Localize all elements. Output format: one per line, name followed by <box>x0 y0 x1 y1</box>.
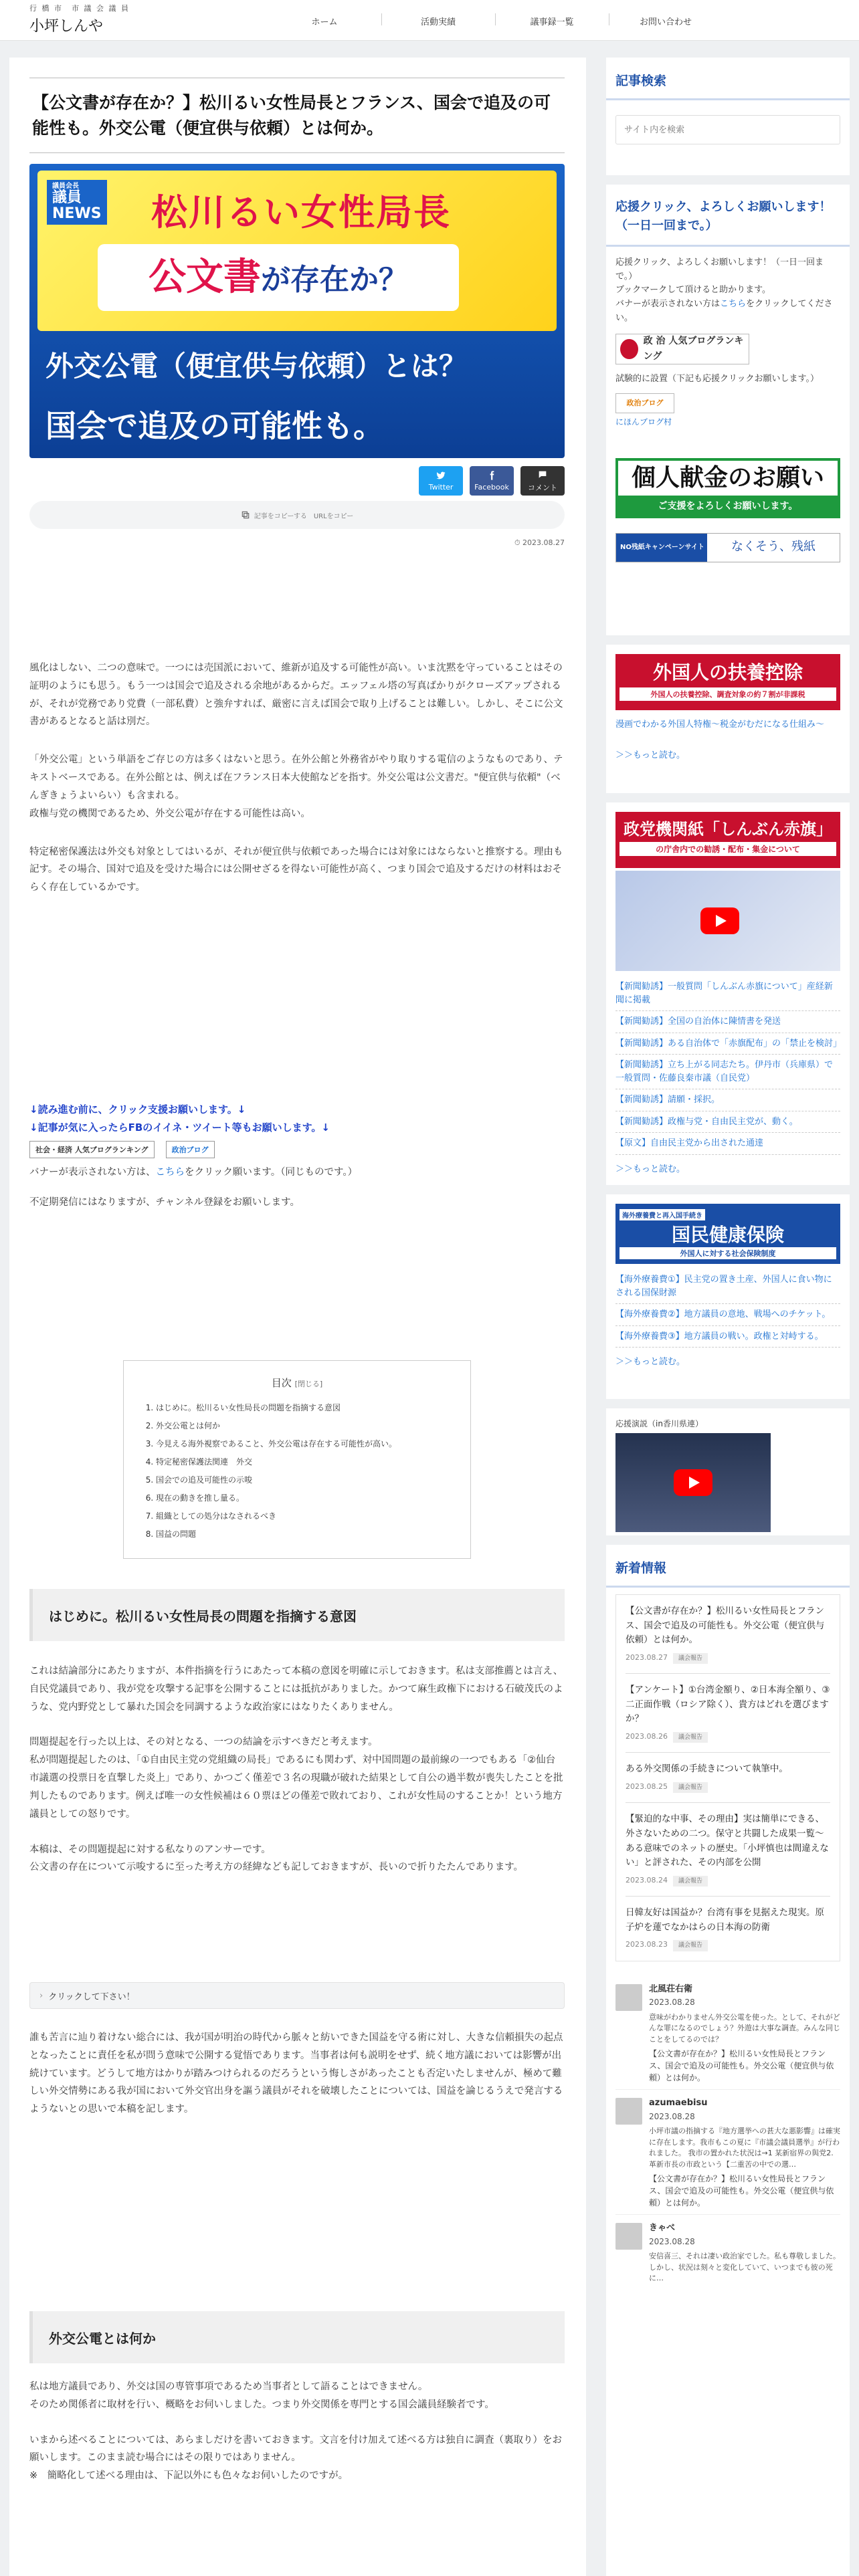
comment-post-title[interactable]: 【公文書が存在か？】松川るい女性局長とフランス、国会で追及の可能性も。外交公電（便宜供与依頼）とは何か。 <box>649 2049 834 2083</box>
comment-item <box>615 1976 840 2090</box>
eyecatch-badge <box>47 180 107 225</box>
expand-toggle-label: クリックして下さい！ <box>48 1992 135 2002</box>
intro-paragraph-3: 特定秘密保護法は外交も対象としてはいるが、それが便宜供与依頼であった場合には対象にはならないと推察する。理由も記す。その場合、国対で追及を受けた場合には公開せざるを得ない可能性が高く、つまり国会で追及するだけの材料はおそらく存在しているかです。 <box>29 846 563 893</box>
news-widget-title: 新着情報 <box>606 1545 850 1588</box>
news-item[interactable] <box>626 1674 830 1753</box>
akahata-link[interactable]: 【新聞勧誘】一般質問「しんぶん赤旗について」産経新聞に掲載 <box>615 976 840 1011</box>
kokuho-banner-tag: 海外療養費と再入国手続き <box>619 1209 705 1220</box>
kenkin-banner-sub: ご支援をよろしくお願いします。 <box>658 500 798 512</box>
comment-author[interactable]: azumaebisu <box>649 2098 708 2109</box>
banner-note <box>29 1164 565 1182</box>
section-1-paragraph-4: 誰も苦言に辿り着けない総合には、我が国が明治の時代から脈々と紡いできた国益を守る術に対し、大きな信頼損失の起点となったことに責任を私が問う意味で公開する覚悟であります。当事者は何も説明をせず、続く地方議においては影響が出続けています。どうして地方はかりが踏みつけられるのだろうという悔しさがあったことも否定いたしませんが、極めて難しい外交情勢にある我が国において外交官出身を謳う議員がそれを破壊したことについては、国益を論じるうえで発言するようないとの思いで本稿を記します。 <box>29 2032 563 2115</box>
news-item-date: 2023.08.26 <box>626 1731 668 1741</box>
politics-blog-badge[interactable]: 政治ブログ <box>166 1141 215 1158</box>
eyecatch-image <box>29 164 565 458</box>
akahata-video-thumbnail[interactable] <box>615 871 840 971</box>
site-logo[interactable] <box>29 3 130 35</box>
section-1-paragraph-2: 問題提起を行った以上は、その対となる、一つの結論を示すべきだと考えます。 私が問題提起したのは、「①自由民主党の党組織の局長」であるにも関わず、対中国問題の最前線の一つでもある「②仙台市議選の投票日を直撃した炎上」であり、かつごく僅差で３名の現職が破れた結果として自公の過半数が喪失したことを批判したものであります。例えば唯一の女性候補は６０票ほどの僅差で敗れており、これが女性局のすることか！という地方議員としての怒りです。 <box>29 1737 563 1820</box>
site-search-input[interactable] <box>615 115 840 144</box>
support-line-2: ↓記事が気に入ったらFBのイイネ・ツイート等もお願いします。↓ <box>29 1121 330 1134</box>
copy-icon <box>241 510 250 520</box>
news-item-date: 2023.08.25 <box>626 1782 668 1791</box>
comment-author[interactable]: きゃべ <box>649 2223 676 2234</box>
logo-title: 小坪しんや <box>29 18 104 35</box>
comment-post-title[interactable]: 【公文書が存在か？】松川るい女性局長とフランス、国会で追及の可能性も。外交公電（便宜供与依頼）とは何か。 <box>649 2174 834 2208</box>
akahata-link[interactable]: 【新聞勧誘】請願・採択。 <box>615 1089 840 1111</box>
support-widget-body <box>606 247 850 572</box>
recent-comments <box>615 1976 840 2290</box>
nav-contact[interactable]: お問い合わせ <box>609 15 723 27</box>
akahata-link[interactable]: 【新聞勧誘】政権与党・自由民主党が、動く。 <box>615 1111 840 1134</box>
kokuho-banner-sub: 外国人に対する社会保険制度 <box>619 1247 836 1259</box>
news-item-date: 2023.08.27 <box>626 1652 668 1662</box>
politics-ranking-banner[interactable] <box>615 334 749 364</box>
site-header <box>0 0 859 41</box>
comment-text[interactable]: 小坪市議の指摘する『地方選挙への甚大な悪影響』は確実に存在します。我市もこの夏に『市議会議員選挙』が行われました。 我市の置かれた状況は→1 某新宿界の與党2.革新市長の市政という【二重苦の中での選… <box>649 2127 840 2169</box>
kokuho-more-link[interactable]: ＞＞もっと読む。 <box>615 1357 686 1367</box>
akahata-widget <box>606 802 850 1185</box>
nav-minutes[interactable]: 議事録一覧 <box>495 15 609 27</box>
social-ranking-badge[interactable]: 社会・経済 人気ブログランキング <box>29 1141 155 1158</box>
toc-item[interactable]: 3. 今見える海外視察であること、外交公電は存在する可能性が高い。 <box>156 1435 452 1453</box>
eyecatch-badge-tag: 議員会長 <box>52 183 79 190</box>
section-1-paragraph-3: 本稿は、その問題提起に対する私なりのアンサーです。 公文書の存在について示唆するに至った考え方の経緯なども記しておきますが、長いので折りたたんであります。 <box>29 1844 524 1873</box>
comment-text[interactable]: 安信喜三、それは凄い政治家でした。私も尊敬しました。しかし、状況は刻々と変化していて、いつまでも彼の死に… <box>649 2252 840 2283</box>
banner-note-post: をクリック願います。（同じものです。） <box>185 1167 358 1178</box>
twitter-share-label: Twitter <box>428 483 454 492</box>
eyecatch-top-panel <box>37 171 557 331</box>
gaikoku-banner-title: 外国人の扶養控除 <box>652 661 803 683</box>
eyecatch-badge-sub: NEWS <box>52 205 102 223</box>
eyecatch-line4: 国会で追及の可能性も。 <box>45 408 384 444</box>
main-content <box>9 58 586 2576</box>
facebook-share-button[interactable] <box>470 466 514 496</box>
ranking-logo-icon <box>620 339 638 359</box>
comment-date: 2023.08.28 <box>649 1998 695 2008</box>
news-item[interactable] <box>626 1803 830 1897</box>
comment-icon <box>537 469 548 480</box>
news-item-title: 日韓友好は国益か？台湾有事を見据えた現実。原子炉を蓮でなかはらの日本海の防衛 <box>626 1907 824 1933</box>
akahata-link[interactable]: 【新聞勧誘】全国の自治体に陳情書を発送 <box>615 1011 840 1033</box>
support-text <box>615 256 840 326</box>
search-widget-title: 記事検索 <box>606 58 850 100</box>
akahata-link[interactable]: 【原文】自由民主党から出された通達 <box>615 1133 840 1155</box>
intro-paragraph-2: 「外交公電」という単語をご存じの方は多くはないと思う。在外公館と外務省がやり取りする電信のようなものであり、テキストベースである。在外公館とは、例えば在フランス日本大使館などを指す。外交公電は公文書だ。"便宜供与依頼"（べんぎきょうよいらい）も含まれる。 政権与党の機関であるため、外交公電が存在する可能性は高い。 <box>29 754 563 819</box>
comment-text[interactable]: 意味がわかりません外交公電を使った。として、それがどんな罪になるのでしょう？外遊は大事な調査。みんな同じことをしてるのでは？ <box>649 2012 840 2044</box>
news-item-tag: 議会報告 <box>673 1653 708 1664</box>
toc-item[interactable]: 5. 国会での追及可能性の示唆 <box>156 1471 452 1489</box>
avatar <box>615 1984 642 2011</box>
youtube-play-icon[interactable] <box>674 1469 712 1496</box>
gaikoku-more-link[interactable]: ＞＞もっと読む。 <box>615 750 686 760</box>
copy-url-button[interactable] <box>29 501 565 529</box>
video-widget <box>606 1408 850 1535</box>
nav-activities[interactable]: 活動実績 <box>381 15 495 27</box>
politics-ranking-label: 政 治 人気ブログランキング <box>643 336 744 362</box>
intro-paragraph-1: 風化はしない、二つの意味で。一つには売国派において、維新が追及する可能性が高い。いま沈黙を守っていることはその証明のようにも思う。もう一つは国会で追及される余地があるからだ。エッフェル塔の写真ばかりがクローズアップされるが、それが党務であり党費（一部私費）と強弁すれば、厳密に言えば国会で取り上げることは難しい。しかし、そこに公文書があるとなると話は別だ。 <box>29 663 563 728</box>
zangyo-banner[interactable] <box>615 533 840 562</box>
support-widget <box>606 185 850 635</box>
section-1-paragraph-1: これは結論部分にあたりますが、本件指摘を行うにあたって本稿の意図を明確に示しておきます。私は支部推薦とは言え、自民党議員であり、我が党を攻撃する記事を公開することには抵抗がありました。かつて麻生政権下における石破茂氏のような、党内野党として暴れた国会を同調するような政治家にはなりたくありません。 <box>29 1666 563 1713</box>
speech-video-thumbnail[interactable] <box>615 1433 771 1532</box>
toc-item[interactable]: 6. 現在の動きを推し量る。 <box>156 1489 452 1507</box>
post-date-value: 2023.08.27 <box>522 538 565 547</box>
kenkin-banner-title: 個人献金のお願い <box>618 461 838 496</box>
eyecatch-line3: 外交公電（便宜供与依頼）とは？ <box>45 350 468 383</box>
section-heading-1: はじめに。松川るい女性局長の問題を指摘する意図 <box>29 1589 565 1641</box>
comment-item <box>615 2215 840 2289</box>
eyecatch-line2-a: 公文書 <box>149 255 261 299</box>
comment-date: 2023.08.28 <box>649 2111 695 2121</box>
eyecatch-line2 <box>98 244 459 311</box>
expand-arrow-icon: › <box>39 1990 43 2001</box>
banner-note-link[interactable]: こちら <box>155 1167 185 1178</box>
eyecatch-line1: 松川るい女性局長 <box>151 191 451 233</box>
comment-label: コメント <box>528 483 557 492</box>
news-item-tag: 議会報告 <box>673 1876 708 1887</box>
section-2-paragraph-1: 私は地方議員であり、外交は国の専管事項であるため当事者として語ることはできません。 そのため関係者に取材を行い、概略をお伺いしました。つまり外交関係を専門とする国会議員経験者です。 <box>29 2381 494 2410</box>
toc-item[interactable]: 1. はじめに。松川るい女性局長の問題を指摘する意図 <box>156 1399 452 1417</box>
post-date: ⏱ 2023.08.27 <box>514 538 565 547</box>
kokuho-link[interactable]: 【海外療養費②】地方議員の意地、戦場へのチケット。 <box>615 1304 840 1326</box>
comment-item <box>615 2090 840 2215</box>
section-1-text <box>29 1662 565 1876</box>
logo-subtitle: 行 橋 市 市 議 会 議 員 <box>29 4 130 13</box>
news-item-date: 2023.08.24 <box>626 1875 668 1885</box>
support-text-main: 応援クリック、よろしくお願いします！（一日一回まで。） ブックマークして頂けると助かります。 バナーが表示されない方は <box>615 257 824 310</box>
kokuho-link[interactable]: 【海外療養費①】民主党の置き土産、外国人に食い物にされる国保財源 <box>615 1269 840 1304</box>
copy-url-label: 記事をコピーする URLをコピー <box>254 512 354 520</box>
akahata-banner[interactable] <box>615 812 840 868</box>
toc-item[interactable]: 2. 外交公電とは何か <box>156 1417 452 1435</box>
global-nav <box>268 15 723 27</box>
youtube-play-icon[interactable] <box>700 907 739 934</box>
toc-item[interactable]: 7. 組織としての処分はなされるべき <box>156 1507 452 1525</box>
news-item-title: ある外交関係の手続きについて執筆中。 <box>626 1763 788 1775</box>
share-buttons <box>29 466 565 496</box>
intro-text <box>29 659 565 897</box>
news-item-date: 2023.08.23 <box>626 1940 668 1949</box>
eyecatch-line2-b: が存在か？ <box>261 263 408 297</box>
news-item-title: 【アンケート】①台湾金額り、②日本海全額り、③二正面作戦（ロシア除く）、貴方はどれを選びますか？ <box>626 1685 830 1725</box>
support-text-tail: をクリックしてください。 <box>615 299 833 323</box>
twitter-icon <box>436 470 446 481</box>
section-2-paragraph-2: いまから述べることについては、あらましだけを書いておきます。文言を付け加えて述べる方は独自に調査（裏取り）をお願いします。このまま読む場合にはその限りではありません。 ※ 簡略化して述べる理由は、下記以外にも色々なお伺いしたのですが。 <box>29 2434 563 2482</box>
channel-note: 不定期発信にはなりますが、チャンネル登録をお願いします。 <box>29 1196 300 1208</box>
kenkin-banner[interactable] <box>615 458 840 518</box>
gaikoku-banner-sub: 外国人の扶養控除、調査対象の約７割が非課税 <box>619 687 836 701</box>
facebook-share-label: Facebook <box>474 483 509 492</box>
news-item[interactable] <box>626 1753 830 1803</box>
kokuho-banner[interactable] <box>615 1204 840 1264</box>
news-item-title: 【公文書が存在か？】松川るい女性局長とフランス、国会で追及の可能性も。外交公電（便宜供与依頼）とは何か。 <box>626 1606 825 1646</box>
toc-title-text: 目次 <box>271 1377 292 1389</box>
news-item[interactable] <box>626 1595 830 1674</box>
gaikoku-banner[interactable] <box>615 654 840 710</box>
nav-home[interactable]: ホーム <box>311 17 338 27</box>
zangyo-banner-left: NO残紙キャンペーンサイト <box>616 534 707 562</box>
table-of-contents <box>123 1360 471 1559</box>
kokuho-widget <box>606 1194 850 1399</box>
kokuho-banner-title: 国民健康保険 <box>671 1224 784 1246</box>
facebook-icon <box>486 470 497 481</box>
expand-toggle-box[interactable] <box>29 1982 565 2009</box>
zangyo-banner-right: なくそう、残紙 <box>731 540 816 554</box>
post-title: 【公文書が存在か？】松川るい女性局長とフランス、国会で追及の可能性も。外交公電（便宜供与依頼）とは何か。 <box>29 78 565 153</box>
comment-author[interactable]: 北風荘右衛 <box>649 1983 693 1994</box>
news-item[interactable] <box>626 1897 830 1961</box>
section-2-text <box>29 2378 565 2485</box>
news-widget <box>606 1545 850 2576</box>
akahata-banner-title: 政党機関紙「しんぶん赤旗」 <box>624 820 832 839</box>
blogmura-banner[interactable]: 政治ブログ <box>615 393 674 413</box>
twitter-share-button[interactable] <box>419 466 463 496</box>
trial-text: 試験的に設置（下記も応援クリックお願いします。） <box>615 373 819 384</box>
support-block <box>29 1101 565 1212</box>
video-caption: 応援演説（in香川県連） <box>615 1419 703 1428</box>
news-item-tag: 議会報告 <box>673 1732 708 1743</box>
comment-button[interactable] <box>520 466 565 496</box>
search-widget <box>606 58 850 175</box>
toc-item[interactable]: 4. 特定秘密保護法関連 外交 <box>156 1453 452 1471</box>
blogmura-link[interactable]: にほんブログ村 <box>615 417 672 427</box>
eyecatch-badge-top: 議員 <box>52 189 82 206</box>
news-item-tag: 議会報告 <box>673 1940 708 1951</box>
support-line-1: ↓読み進む前に、クリック支援お願いします。↓ <box>29 1103 246 1115</box>
news-item-tag: 議会報告 <box>673 1782 708 1793</box>
section-heading-2: 外交公電とは何か <box>29 2311 565 2363</box>
gaikoku-link[interactable]: 漫画でわかる外国人特権～税金がむだになる仕組み～ <box>615 720 825 730</box>
avatar <box>615 2223 642 2250</box>
comment-date: 2023.08.28 <box>649 2236 695 2246</box>
akahata-banner-sub: の庁舎内での勧誘・配布・集金について <box>619 842 836 856</box>
akahata-link[interactable]: 【新聞勧誘】ある自治体で「赤旗配布」の「禁止を検討」 <box>615 1033 840 1055</box>
support-link[interactable]: こちら <box>720 299 747 310</box>
gaikoku-widget <box>606 645 850 793</box>
akahata-more-link[interactable]: ＞＞もっと読む。 <box>615 1164 686 1174</box>
toc-toggle[interactable]: [閉じる] <box>294 1380 323 1388</box>
banner-note-pre: バナーが表示されない方は、 <box>29 1167 156 1178</box>
toc-title <box>142 1376 452 1390</box>
akahata-link[interactable]: 【新聞勧誘】立ち上がる同志たち。伊丹市（兵庫県）で一般質問・佐藤良秦市議（自民党） <box>615 1055 840 1089</box>
toc-list <box>142 1399 452 1543</box>
toc-item[interactable]: 8. 国益の問題 <box>156 1525 452 1543</box>
news-item-title: 【緊迫的な中事、その理由】実は簡単にできる、外さないための二つ。保守と共闘した成果一覧～ある意味でのネットの歴史。「小坪慎也は間違えない」と評された、その内部を公開 <box>626 1814 829 1868</box>
avatar <box>615 2098 642 2125</box>
kokuho-link[interactable]: 【海外療養費③】地方議員の戦い。政権と対峙する。 <box>615 1326 840 1348</box>
support-widget-title: 応援クリック、よろしくお願いします！（一日一回まで。） <box>606 185 850 247</box>
